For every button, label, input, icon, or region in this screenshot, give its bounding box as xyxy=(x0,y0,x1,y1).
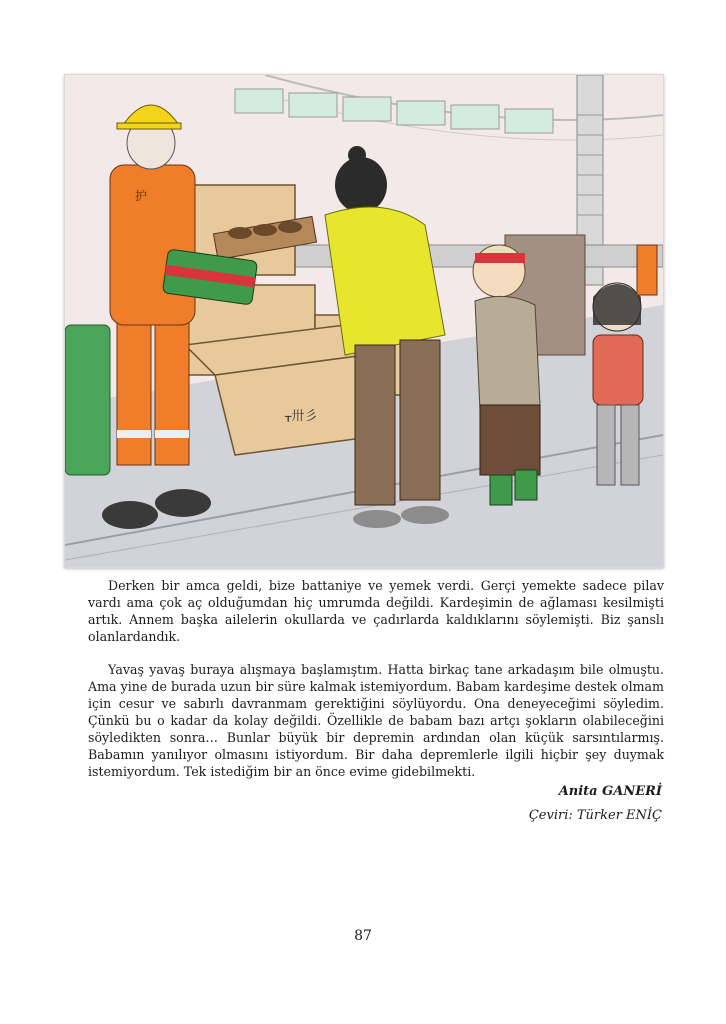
background-worker xyxy=(637,245,657,295)
jacket-marking: 护 xyxy=(135,189,148,203)
translator-credit: Çeviri: Türker ENİÇ xyxy=(528,808,662,823)
page-number: 87 xyxy=(354,928,372,944)
green-bin xyxy=(65,325,110,475)
story-illustration xyxy=(64,74,664,568)
author-name: Anita GANERİ xyxy=(558,784,662,799)
box-marking: ᚁ卅彡 xyxy=(285,409,318,424)
paragraph-1: Derken bir amca geldi, bize battaniye ve yemek verdi. Gerçi yemekte sadece pilav vardı ama çok aç olduğumdan hiç umrumda değildi. Kardeşimin de ağlaması kesilmişti artık. Annem başka ailelerin okullarda ve çadırlarda kaldıklarını söylemişti. Biz şanslı olanlardandık. xyxy=(88,578,664,644)
paragraph-2: Yavaş yavaş buraya alışmaya başlamıştım. Hatta birkaç tane arkadaşım bile olmuştu. Ama yine de burada uzun bir süre kalmak istemiyordum. Babam kardeşime destek olmam için cesur ve sabırlı davranmam gerektiğini söylüyordu. Ona deneyeceğimi söyledim. Çünkü bu o kadar da kolay değildi. Özellikle de babam bazı artçı şokların olabileceğini söyledikten sonra… Bunlar büyük bir depremin ardından olan küçük sarsıntılarmış. Babamın yanılıyor olmasını istiyordum. Bir daha depremlerle ilgili hiçbir şey duymak istemiyordum. Tek istediğim bir an önce evime gidebilmekti. xyxy=(88,662,664,779)
